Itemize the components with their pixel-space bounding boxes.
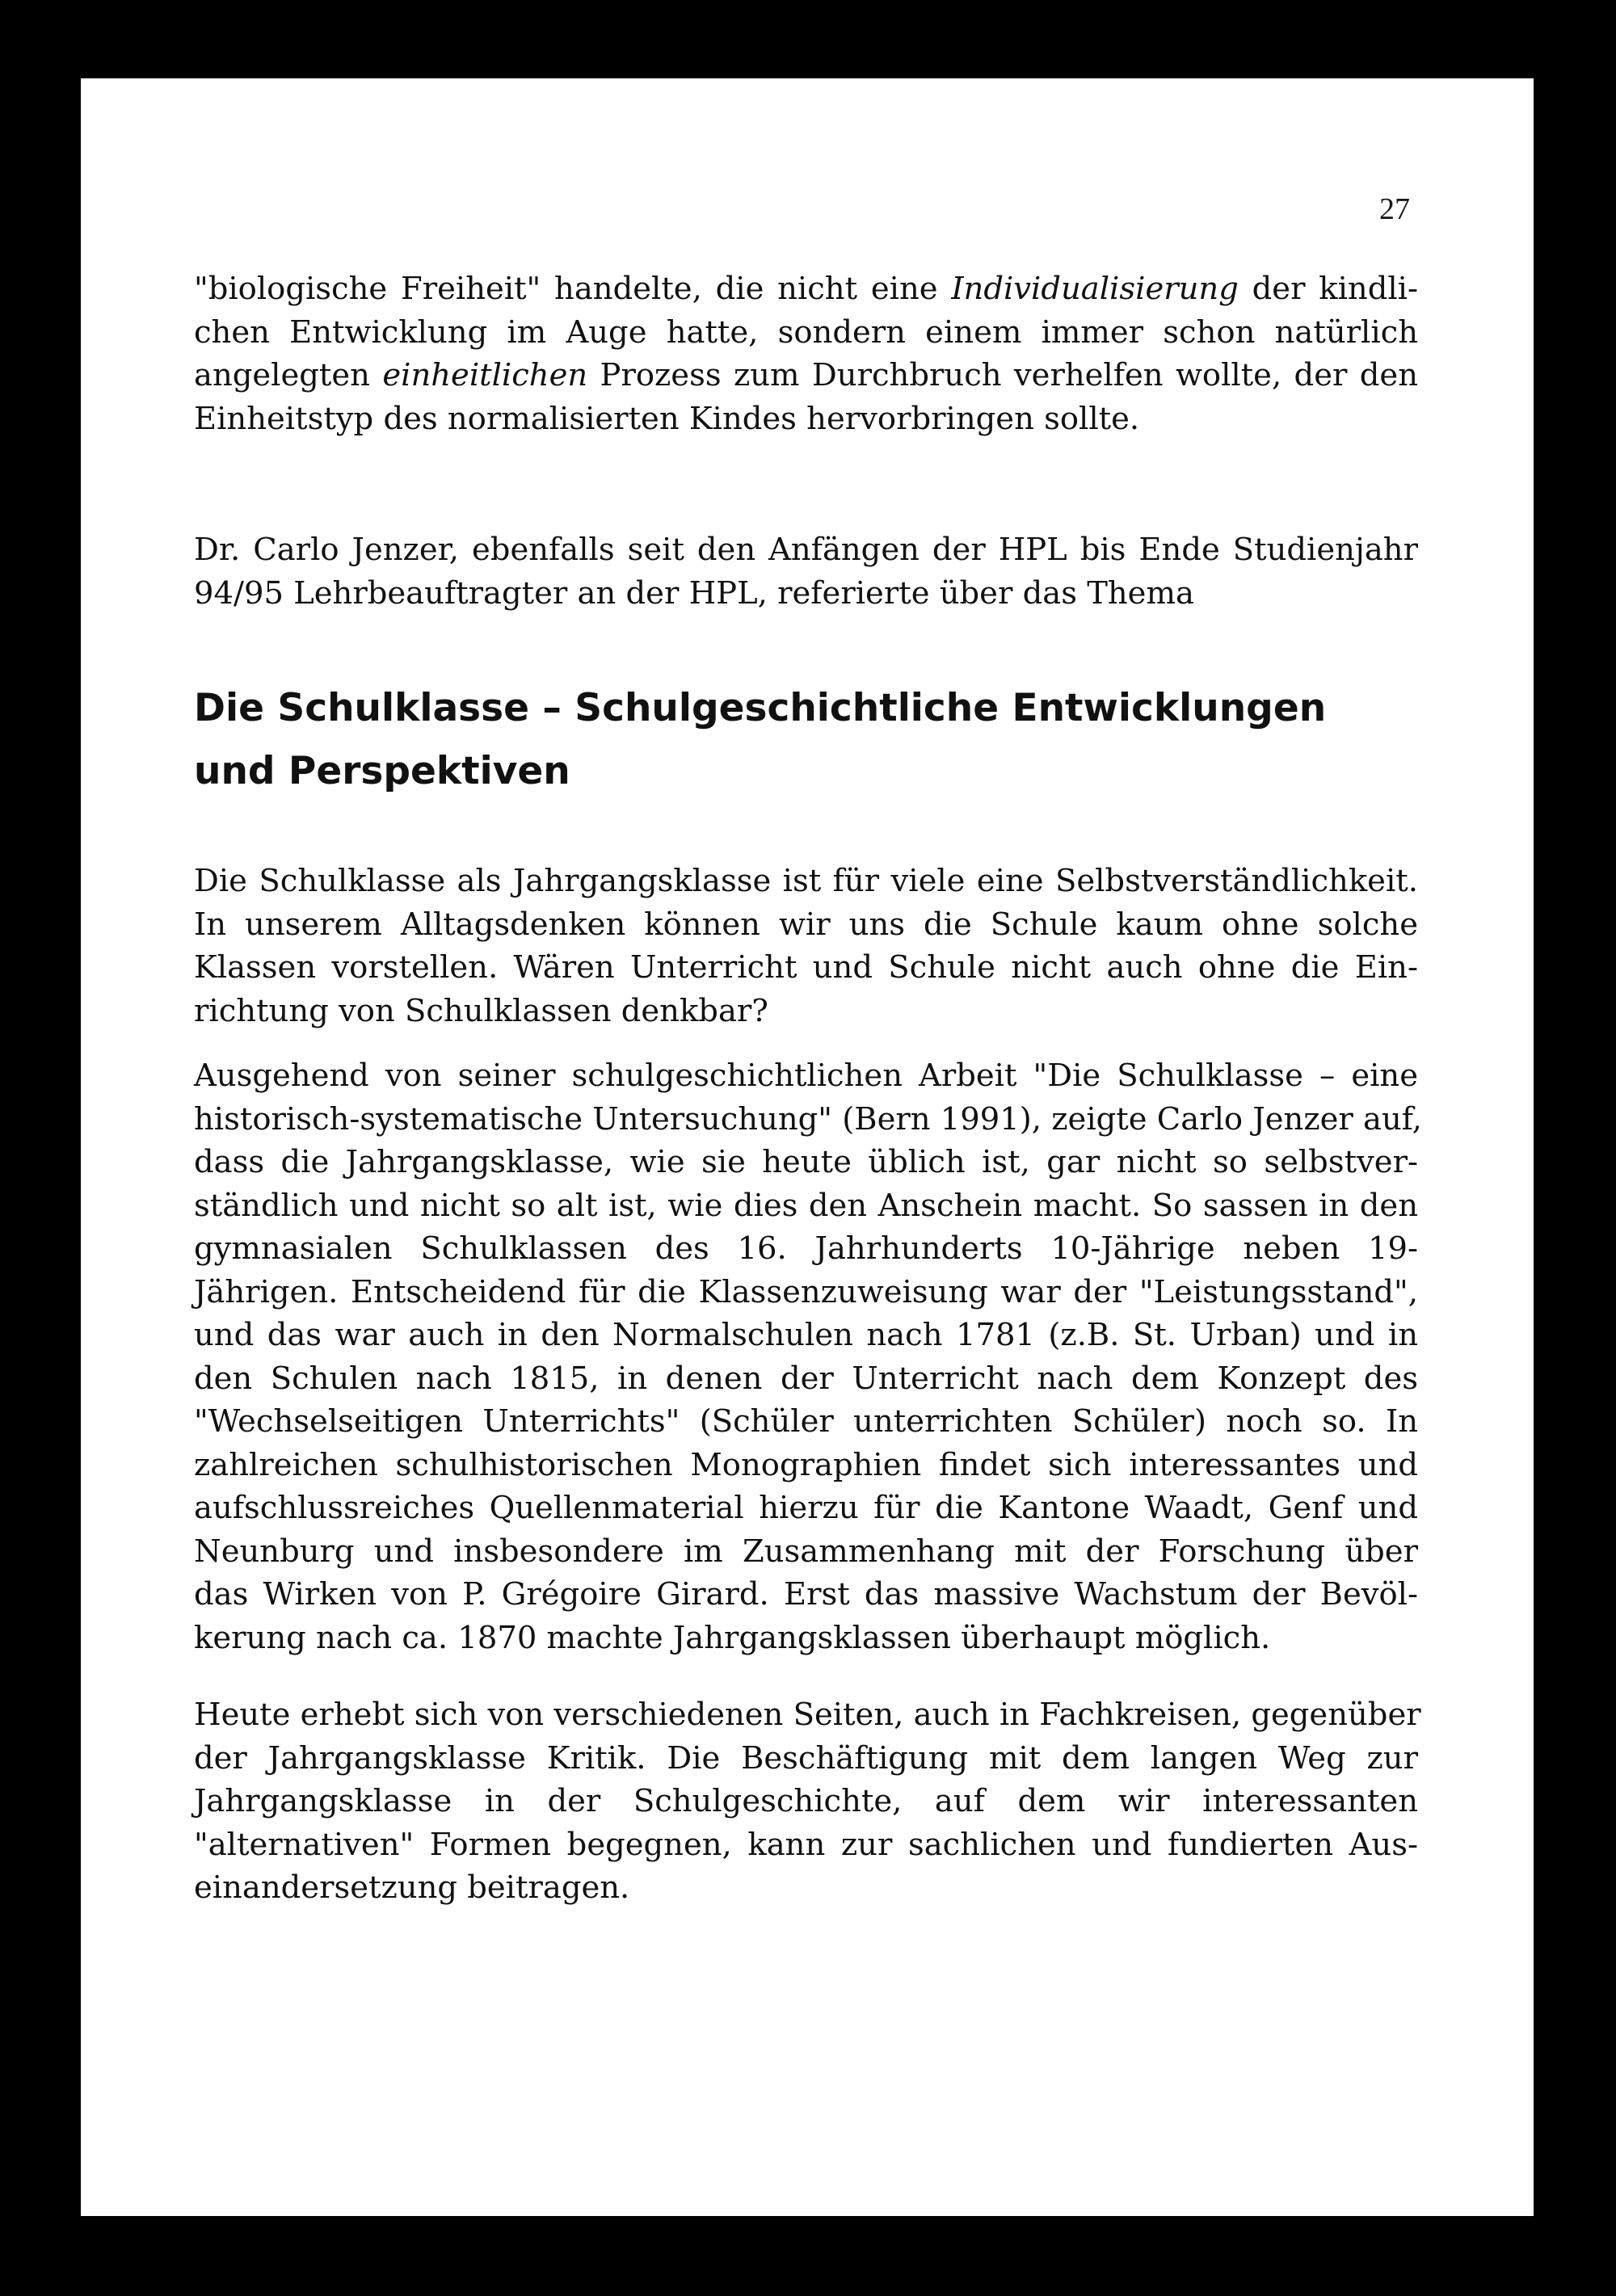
text-line: Jahrgangsklasse in der Schulgeschichte, auf dem wir interessanten	[194, 1783, 1418, 1819]
text-line: das Wirken von P. Grégoire Girard. Erst das massive Wachstum der Bevöl-	[194, 1576, 1418, 1613]
text-line: aufschlussreiches Quellenmaterial hierzu für die Kantone Waadt, Genf und	[194, 1490, 1418, 1526]
text-line: den Schulen nach 1815, in denen der Unterricht nach dem Konzept des	[194, 1360, 1418, 1397]
text-line: dass die Jahrgangsklasse, wie sie heute üblich ist, gar nicht so selbstver-	[194, 1144, 1418, 1180]
emphasis-individualisierung: Individualisierung	[951, 271, 1239, 307]
paragraph-schulgeschichtliche-arbeit	[194, 1054, 1422, 1659]
text-line: Einheitstyp des normalisierten Kindes hervorbringen sollte.	[194, 400, 1140, 437]
paragraph-schulklasse-selbstverstaendlichkeit	[194, 860, 1418, 1032]
section-heading	[194, 677, 1422, 803]
heading-line: und Perspektiven	[194, 749, 570, 793]
text-line: angelegten einheitlichen Prozess zum Durchbruch verhelfen wollte, der den	[194, 357, 1418, 393]
text-line: "Wechselseitigen Unterrichts" (Schüler unterrichten Schüler) noch so. In	[194, 1403, 1418, 1440]
text-line: Die Schulklasse als Jahrgangsklasse ist für viele eine Selbstverständlichkeit.	[194, 863, 1418, 899]
text-line: Dr. Carlo Jenzer, ebenfalls seit den Anfängen der HPL bis Ende Studienjahr	[194, 532, 1418, 568]
text-line: Klassen vorstellen. Wären Unterricht und Schule nicht auch ohne die Ein-	[194, 949, 1418, 986]
text-line: 94/95 Lehrbeauftragter an der HPL, referierte über das Thema	[194, 574, 1194, 612]
text-line: In unserem Alltagsdenken können wir uns die Schule kaum ohne solche	[194, 906, 1418, 943]
text-line: einandersetzung beitragen.	[194, 1869, 630, 1906]
text-line: "biologische Freiheit" handelte, die nicht eine Individualisierung der kindli-	[194, 271, 1418, 307]
emphasis-einheitlichen: einheitlichen	[382, 357, 588, 393]
paragraph-carlo-jenzer-intro	[194, 528, 1418, 615]
text-line: chen Entwicklung im Auge hatte, sondern einem immer schon natürlich	[194, 313, 1418, 351]
text-line: und das war auch in den Normalschulen nach 1781 (z.B. St. Urban) und in	[194, 1317, 1418, 1353]
text-line: Neunburg und insbesondere im Zusammenhang mit der Forschung über	[194, 1533, 1418, 1570]
text-line: gymnasialen Schulklassen des 16. Jahrhunderts 10-Jährige neben 19-	[194, 1230, 1418, 1267]
page-number: 27	[1379, 192, 1410, 226]
text-line: richtung von Schulklassen denkbar?	[194, 992, 768, 1029]
heading-line: Die Schulklasse – Schulgeschichtliche Entwicklungen	[194, 686, 1327, 730]
text-line: Ausgehend von seiner schulgeschichtlichen Arbeit "Die Schulklasse – eine	[194, 1058, 1418, 1094]
text-line: kerung nach ca. 1870 machte Jahrgangsklassen überhaupt möglich.	[194, 1619, 1271, 1656]
text-line: historisch-systematische Untersuchung" (Bern 1991), zeigte Carlo Jenzer auf,	[194, 1100, 1422, 1137]
paragraph-kritik-jahrgangsklasse	[194, 1693, 1421, 1910]
text-line: "alternativen" Formen begegnen, kann zur sachlichen und fundierten Aus-	[194, 1826, 1418, 1863]
paragraph-biologische-freiheit	[194, 267, 1418, 440]
text-line: ständlich und nicht so alt ist, wie dies den Anschein macht. So sassen in den	[194, 1187, 1418, 1224]
text-line: der Jahrgangsklasse Kritik. Die Beschäftigung mit dem langen Weg zur	[194, 1739, 1418, 1777]
text-line: Heute erhebt sich von verschiedenen Seiten, auch in Fachkreisen, gegenüber	[194, 1697, 1421, 1733]
text-line: Jährigen. Entscheidend für die Klassenzuweisung war der "Leistungsstand",	[194, 1273, 1418, 1310]
text-line: zahlreichen schulhistorischen Monographien findet sich interessantes und	[194, 1446, 1418, 1483]
